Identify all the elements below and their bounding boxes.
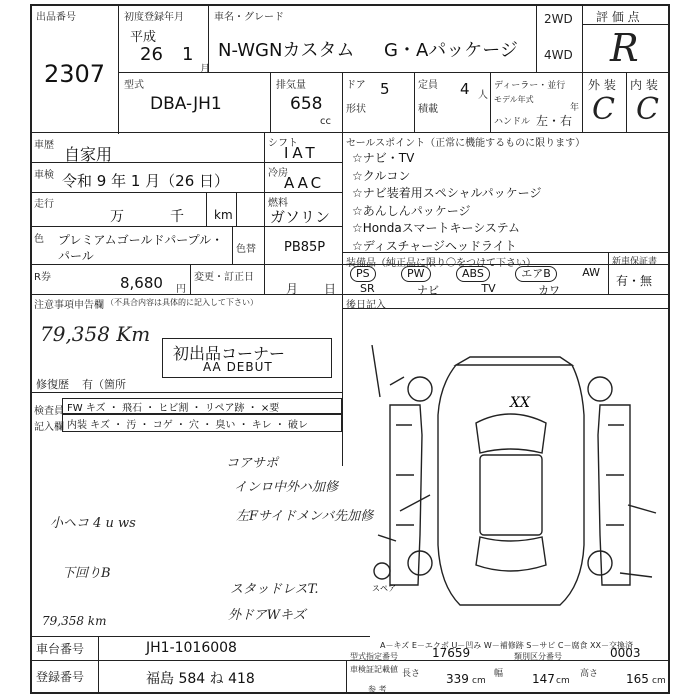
- recycle-label: R券: [34, 272, 51, 283]
- divider: [30, 226, 264, 227]
- height-unit: cm: [652, 676, 666, 686]
- grade: G・Aパッケージ: [384, 40, 518, 61]
- divider: [236, 192, 237, 226]
- model-label: 型式: [124, 80, 144, 91]
- sales-point-item: ☆ナビ装着用スペシャルパッケージ: [352, 186, 542, 200]
- first-reg-year: 26: [140, 44, 163, 65]
- dealer-label: ディーラー・並行: [494, 81, 566, 91]
- exterior-label: 外 装: [588, 78, 616, 92]
- divider: [582, 24, 670, 25]
- handwritten-note: 左Fサイドメンバ先加修: [236, 509, 374, 524]
- score: R: [610, 26, 639, 70]
- chassis: JH1-1016008: [146, 640, 237, 656]
- chassis-label: 車台番号: [36, 642, 85, 656]
- handwritten-note: 79,358 km: [42, 614, 107, 628]
- divider: [118, 4, 119, 134]
- sales-point-item: ☆クルコン: [352, 168, 411, 183]
- height-label: 高さ: [580, 669, 599, 679]
- ref-label-2: 参 考: [368, 685, 387, 694]
- sales-point-item: ☆ディスチャージヘッドライト: [352, 238, 517, 253]
- length-label: 長さ: [402, 669, 421, 679]
- sales-point-item: ☆Hondaスマートキーシステム: [352, 221, 521, 235]
- length: 339: [446, 672, 469, 686]
- divider: [264, 132, 265, 294]
- divider: [264, 226, 342, 227]
- shape-label: 形状: [346, 104, 366, 115]
- recycle-unit: 円: [176, 284, 186, 295]
- sales-points-list: [352, 150, 541, 255]
- equipment-airbag: エアB: [515, 266, 557, 282]
- divider: [608, 252, 609, 294]
- model-year-label: モデル年式: [494, 95, 534, 104]
- change-month: 月: [286, 282, 299, 296]
- mileage-unit: km: [214, 208, 233, 222]
- width-unit: cm: [556, 676, 570, 686]
- equipment-aw: AW: [582, 266, 600, 279]
- first-corner-title: 初出品コーナー: [173, 344, 286, 363]
- doors-label: ドア: [346, 80, 366, 91]
- displacement-unit: cc: [320, 116, 331, 127]
- repair: 有（箇所: [82, 378, 126, 391]
- capacity: 4: [460, 80, 470, 98]
- capacity-label: 定員: [418, 80, 438, 91]
- repair-label: 修復歴: [36, 378, 69, 391]
- handle-label: ハンドル: [494, 117, 531, 127]
- divider: [30, 294, 670, 295]
- width-label: 幅: [494, 669, 504, 679]
- divider: [30, 392, 342, 393]
- change-label: 変更・訂正日: [194, 272, 254, 283]
- color-label: 色: [34, 234, 44, 245]
- divider: [30, 636, 370, 637]
- divider: [346, 660, 347, 694]
- class-label: 類別区分番号: [514, 652, 562, 661]
- damage-legend: A－キズ E－エクボ U－凹み W－補修跡 S－サビ C－腐食 XX－交換済: [380, 641, 634, 650]
- caution-label: 注意事項申告欄: [34, 300, 104, 311]
- drive-4wd: 4WD: [544, 48, 573, 62]
- displacement: 658: [290, 94, 323, 114]
- length-unit: cm: [472, 676, 486, 686]
- equipment-pw: PW: [401, 266, 431, 282]
- first-reg-label: 初度登録年月: [124, 12, 184, 23]
- shift: IAT: [284, 144, 319, 162]
- divider: [190, 264, 191, 294]
- sales-point-item: ☆あんしんパッケージ: [352, 203, 471, 218]
- equipment-tv: TV: [481, 282, 496, 295]
- lot-no-label: 出品番号: [36, 12, 76, 23]
- sales-points-title: セールスポイント（正常に機能するものに限ります）: [346, 138, 586, 149]
- divider: [342, 72, 343, 132]
- shift-label: シフト: [268, 138, 298, 149]
- drive-2wd: 2WD: [544, 12, 573, 26]
- caution-sub: （不具合内容は具体的に記入して下さい）: [106, 298, 258, 307]
- inspector-row-1-text: FW キズ ・ 飛石 ・ ヒビ割 ・ リペア跡 ・ ×要: [67, 403, 280, 414]
- mileage-man: 万: [110, 209, 124, 225]
- type-no: 17659: [432, 646, 471, 660]
- divider: [30, 132, 670, 133]
- diagram-xx-mark: XX: [510, 395, 530, 411]
- width: 147: [532, 672, 555, 686]
- handwritten-note: コアサポ: [226, 456, 279, 471]
- inspector-row-2-text: 内装 キズ ・ 汚 ・ コゲ ・ 穴 ・ 臭い ・ キレ ・ 破レ: [67, 420, 309, 431]
- car-damage-diagram: [360, 345, 660, 635]
- divider: [206, 192, 207, 226]
- inspection: 令和 9 年 1 月（26 日）: [62, 172, 230, 190]
- fuel: ガソリン: [270, 208, 331, 226]
- mileage-note: 79,358 Km: [40, 322, 151, 346]
- divider: [118, 72, 582, 73]
- dims-label: 車検証記載値: [350, 665, 398, 674]
- score-label: 評 価 点: [596, 10, 640, 24]
- color-code: PB85P: [284, 240, 326, 255]
- inspector-row-1: [62, 398, 342, 414]
- divider: [414, 72, 415, 132]
- after-label: 後日記入: [346, 300, 386, 311]
- color: プレミアムゴールドパープル・パール: [58, 233, 224, 263]
- warranty: 有・無: [616, 274, 653, 288]
- change-day: 日: [324, 282, 337, 296]
- equipment-navi: ナビ: [417, 284, 439, 297]
- aa-debut: AA DEBUT: [203, 360, 273, 374]
- exterior-grade: C: [592, 92, 615, 127]
- divider: [264, 192, 342, 193]
- mileage-sen: 千: [170, 209, 184, 225]
- load-label: 積載: [418, 104, 438, 115]
- divider: [342, 252, 670, 253]
- equipment-abs: ABS: [456, 266, 490, 282]
- divider: [342, 132, 343, 466]
- interior-grade: C: [636, 92, 659, 127]
- aircon: AAC: [284, 174, 325, 192]
- inspector-row-2: [62, 414, 342, 432]
- equipment-title: 装備品（純正品に限り〇をつけて下さい）: [346, 258, 536, 269]
- usage-label: 車歴: [34, 140, 54, 151]
- divider: [232, 226, 233, 264]
- equipment-row-top: [350, 266, 600, 282]
- recycle-fee: 8,680: [120, 274, 163, 292]
- first-reg-month: 1: [182, 44, 194, 65]
- capacity-unit: 人: [478, 90, 488, 101]
- fuel-label: 燃料: [268, 198, 288, 209]
- divider: [208, 4, 209, 72]
- divider: [264, 162, 342, 163]
- height: 165: [626, 672, 649, 686]
- era: 平成: [130, 30, 157, 45]
- warranty-label: 新車保証書: [612, 257, 658, 267]
- handwritten-note: 下回りB: [62, 566, 111, 581]
- first-corner-box: [162, 338, 332, 378]
- equipment-ps: PS: [350, 266, 376, 282]
- car-name: N-WGNカスタム: [218, 40, 355, 61]
- color-code-label: 色替: [236, 244, 256, 255]
- divider: [98, 636, 99, 694]
- equipment-sr: SR: [360, 282, 375, 295]
- handwritten-note: インロ中外ハ加修: [234, 480, 339, 495]
- handwritten-note: 外ドアWキズ: [228, 608, 306, 623]
- inspector-label-2: 記入欄: [34, 422, 64, 433]
- class-no: 0003: [610, 646, 641, 660]
- plate: 福島 584 ね 418: [146, 671, 255, 687]
- usage: 自家用: [64, 145, 113, 164]
- inspection-label: 車検: [34, 170, 54, 181]
- equipment-leather: カワ: [537, 284, 560, 297]
- lot-no: 2307: [44, 60, 106, 88]
- aircon-label: 冷房: [268, 168, 288, 179]
- type-no-label: 型式指定番号: [350, 652, 398, 661]
- equipment-row-bottom: [360, 282, 560, 298]
- mileage-label: 走行: [34, 199, 54, 210]
- handwritten-note: 小ヘコ 4 u ws: [50, 516, 136, 531]
- plate-label: 登録番号: [36, 670, 85, 684]
- handle: 左・右: [536, 114, 573, 128]
- diagram-spare-label: スペア: [372, 584, 396, 593]
- divider: [342, 308, 670, 309]
- divider: [30, 162, 264, 163]
- handwritten-note: スタッドレスT.: [230, 582, 319, 597]
- model: DBA-JH1: [150, 94, 222, 114]
- divider: [536, 4, 537, 72]
- interior-label: 内 装: [630, 78, 658, 92]
- displacement-label: 排気量: [276, 80, 306, 91]
- sales-point-item: ☆ナビ・TV: [352, 151, 415, 165]
- year-unit: 年: [570, 103, 580, 113]
- divider: [626, 72, 627, 132]
- divider: [270, 72, 271, 132]
- inspector-label: 検査員: [34, 406, 64, 417]
- divider: [490, 72, 491, 132]
- month-unit: 月: [200, 64, 210, 75]
- divider: [30, 192, 264, 193]
- doors: 5: [380, 80, 390, 98]
- name-grade-label: 車名・グレード: [214, 12, 284, 23]
